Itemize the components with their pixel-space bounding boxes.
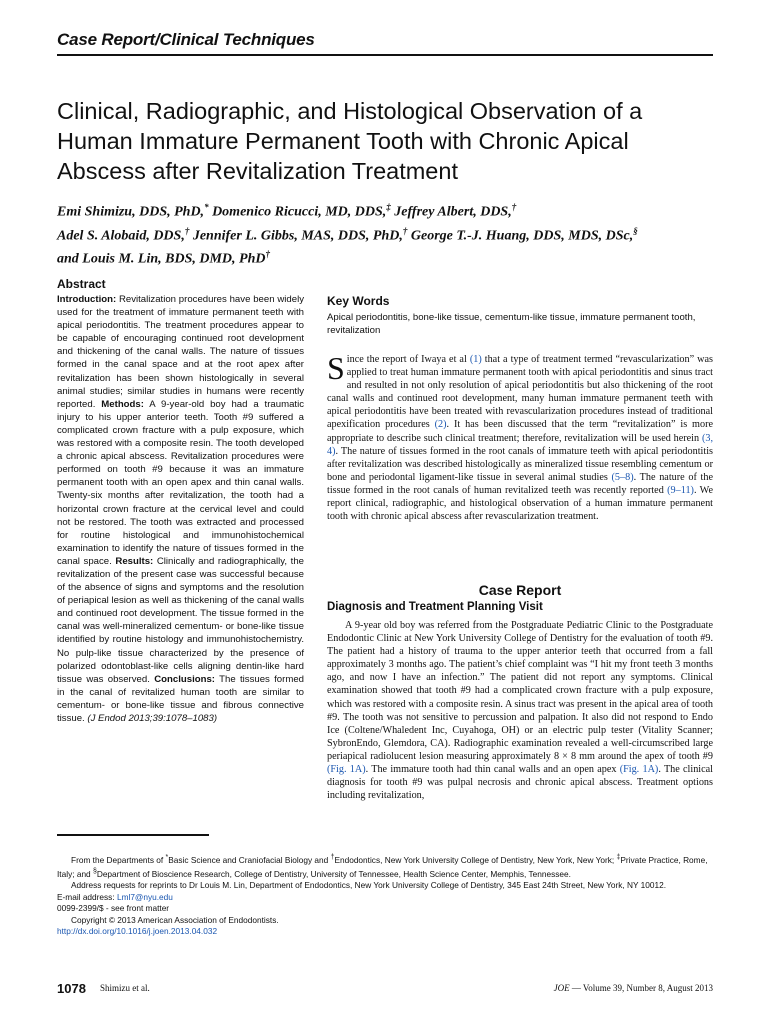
- affiliations-note: [57, 852, 717, 880]
- abstract-citation: (J Endod 2013;39:1078–1083): [84, 713, 218, 724]
- footnotes: [57, 852, 717, 937]
- figure-link[interactable]: (Fig. 1A): [327, 764, 366, 776]
- intro-text: . The nature of tissues formed in the root canals of immature teeth with apical periodontitis after revitalization was described histologically as mineralized tissue resembling cementum or bone and periodontal ligament-like tissue in several animal studies: [327, 445, 713, 483]
- reference-link[interactable]: (1): [469, 354, 482, 365]
- issn-line: 0099-2399/$ - see front matter: [57, 903, 170, 914]
- reference-link[interactable]: (5–8): [611, 471, 634, 483]
- journal-issue: — Volume 39, Number 8, August 2013: [569, 983, 713, 993]
- email-line: [57, 892, 717, 903]
- abstract-label-conclusions: Conclusions:: [154, 673, 215, 685]
- author-name: Jennifer L. Gibbs, MAS, DDS, PhD,: [192, 228, 403, 244]
- author-name: George T.-J. Huang, DDS, MDS, DSc,: [410, 228, 634, 244]
- author-name: Jeffrey Albert, DDS,: [394, 204, 512, 220]
- affiliation-text: Endodontics, New York University College of Dentistry, New York, New York;: [334, 854, 617, 865]
- reference-link[interactable]: (2): [434, 419, 447, 431]
- affiliation-mark: §: [92, 868, 97, 876]
- keywords-heading: Key Words: [327, 294, 390, 308]
- affiliation-text: Basic Science and Craniofacial Biology and: [168, 854, 331, 865]
- section-header: Case Report/Clinical Techniques: [57, 30, 315, 49]
- author-name: Adel S. Alobaid, DDS,: [57, 228, 185, 244]
- reprint-address: Address requests for reprints to Dr Louis M. Lin, Department of Endodontics, New York University College of Dentistry, 345 East 24th Street, New York, NY 10012.: [71, 880, 667, 891]
- page-number: 1078: [57, 981, 86, 996]
- intro-text: that a type of treatment termed “revascularization” was applied to treat human immature permanent tooth with apical periodontitis and sinus tract and resulted in not only resolution of apical periodontitis but also thickening of the root canal walls and continued root development, many human immature permanent teeth with apical periodontitis have been treated with revascularization procedures instead of traditional apexification procedures: [327, 354, 713, 431]
- intro-text: . It has been discussed that the term “revitalization” is more appropriate to describe such clinical treatment; therefore, revitalization will be used herein: [327, 419, 713, 444]
- abstract-label-methods: Methods:: [101, 398, 144, 410]
- case-text: . The clinical diagnosis for tooth #9 was pulpal necrosis and chronic apical abscess. Treatment options including revitalization,: [327, 764, 714, 802]
- email-link[interactable]: Lml7@nyu.edu: [116, 891, 173, 902]
- author-name: and Louis M. Lin, BDS, DMD, PhD: [57, 251, 266, 267]
- affiliation-mark: ‡: [616, 854, 621, 861]
- copyright-line: Copyright © 2013 American Association of Endodontists.: [71, 914, 279, 925]
- author-list: [57, 198, 717, 269]
- affiliation-text: Private Practice, Rome, Italy; and: [57, 854, 708, 879]
- reference-link[interactable]: (9–11): [667, 484, 694, 496]
- affiliation-mark: *: [204, 202, 209, 212]
- affiliation-text: Department of Bioscience Research, College of Dentistry, University of Tennessee, Health Science Center, Memphis, Tennessee.: [96, 868, 571, 879]
- keywords-list: Apical periodontitis, bone-like tissue, cementum-like tissue, immature permanent tooth, revitalization: [327, 312, 696, 336]
- abstract-label-results: Results:: [115, 555, 154, 567]
- abstract-label-introduction: Introduction:: [57, 294, 117, 305]
- affiliation-text: From the Departments of: [71, 854, 166, 865]
- header-rule: [57, 54, 713, 56]
- author-name: Domenico Ricucci, MD, DDS,: [212, 204, 387, 220]
- abstract-text-introduction: Revitalization procedures have been widely used for the treatment of immature permanent teeth with apical periodontitis. The treatment procedures appear to be capable of encouraging continued root development and thickening of the canal walls. The nature of tissues formed in the canal space and at the root apex after revitalization has been shown histologically in several animal studies; similar studies in humans were recently reported.: [57, 294, 304, 410]
- affiliation-mark: ‡: [386, 202, 391, 212]
- affiliation-mark: †: [265, 249, 270, 260]
- intro-text: . We report clinical, radiographic, and histological observation of a human immature permanent tooth with chronic apical abscess after revascularization treatment.: [327, 484, 713, 523]
- affiliation-mark: †: [511, 202, 517, 212]
- author-name: Emi Shimizu, DDS, PhD,: [57, 204, 205, 220]
- footnote-rule: [57, 834, 209, 836]
- doi-link[interactable]: http://dx.doi.org/10.1016/j.joen.2013.04.032: [57, 925, 218, 936]
- article-title: Clinical, Radiographic, and Histological Observation of a Human Immature Permanent Tooth with Chronic Apical Abscess after Revitalization Treatment: [57, 98, 643, 184]
- journal-name: JOE: [553, 983, 570, 993]
- email-label: E-mail address:: [57, 891, 117, 902]
- intro-text: ince the report of Iwaya et al: [346, 354, 470, 365]
- case-text: A 9-year old boy was referred from the Postgraduate Pediatric Clinic to the Postgraduate Endodontic Clinic at New York University College of Dentistry for the evaluation of tooth #9. The patient had a history of trauma to the upper anterior teeth that occurred from a fall approximately 3 months ago. The patient’s chief complaint was “I hit my front teeth 3 months ago, and now I have an infection.” The patient did not report any symptoms. Clinical examination showed that tooth #9 had a complicated crown fracture with a pulp exposure, which was restored with a composite resin. A sinus tract was present in the apical area of tooth #9. The tooth was not sensitive to percussion and palpation. It also did not respond to Endo Ice (Coltene/Whaledent Inc, Cuyahoga, OH) or an electric pulp tester (Vitality Scanner; SybronEndo, Glemdora, CA). Radiographic examination revealed a well-circumscribed large periapical radiolucent lesion measuring approximately 8 × 8 mm around the apex of tooth #9: [327, 620, 713, 762]
- case-text: . The immature tooth had thin canal walls and an open apex: [365, 764, 620, 776]
- affiliation-mark: †: [330, 854, 335, 861]
- case-report-subheading: Diagnosis and Treatment Planning Visit: [327, 601, 543, 613]
- abstract-heading: Abstract: [57, 277, 106, 291]
- figure-link[interactable]: (Fig. 1A): [619, 764, 659, 776]
- case-report-heading: Case Report: [478, 582, 562, 598]
- introduction-paragraph: [327, 350, 713, 523]
- reference-link[interactable]: (3, 4): [327, 432, 713, 457]
- case-report-paragraph: [327, 619, 713, 802]
- affiliation-mark: *: [165, 854, 169, 861]
- abstract-text-methods: A 9-year-old boy had a traumatic injury to his upper anterior teeth. Tooth #9 suffered a complicated crown fracture with a pulp exposure, which was restored with a composite resin. The tooth developed a chronic apical abscess. Revitalization procedures were performed on tooth #9 because it was an immature permanent tooth with an open apex and thin canal walls. Twenty-six months after revitalization, the tooth had a horizontal crown fracture at the cervical level and could not be restored. The tooth was extracted and processed for routine histological and immunohistochemical examination to identify the nature of tissues formed in the canal space.: [57, 398, 304, 567]
- running-authors: Shimizu et al.: [100, 983, 150, 993]
- abstract-text-conclusions: The tissues formed in the canal of revitalized human tooth are similar to cementum- or bone-like tissue and fibrous connective tissue.: [57, 673, 305, 724]
- running-journal: [554, 983, 713, 993]
- affiliation-mark: §: [633, 225, 638, 236]
- drop-cap: S: [327, 350, 345, 386]
- affiliation-mark: †: [184, 225, 190, 236]
- affiliation-mark: †: [402, 225, 408, 236]
- abstract-body: [57, 293, 304, 725]
- intro-text: . The nature of the tissue formed in the root canals of human revitalized teeth was recently reported: [327, 471, 713, 496]
- abstract-text-results: Clinically and radiographically, the revitalization of the present case was successful because of the absence of signs and symptoms and the resolution of periapical lesion as well as thickening of the canal walls and continued root development. The tissue formed in the canal was well-mineralized cementum- or bone-like tissue identified by routine histology and immunohistochemistry. No pulp-like tissue characterized by the presence of polarized odontoblast-like cells aligning dentin-like hard tissue was observed.: [57, 555, 304, 685]
